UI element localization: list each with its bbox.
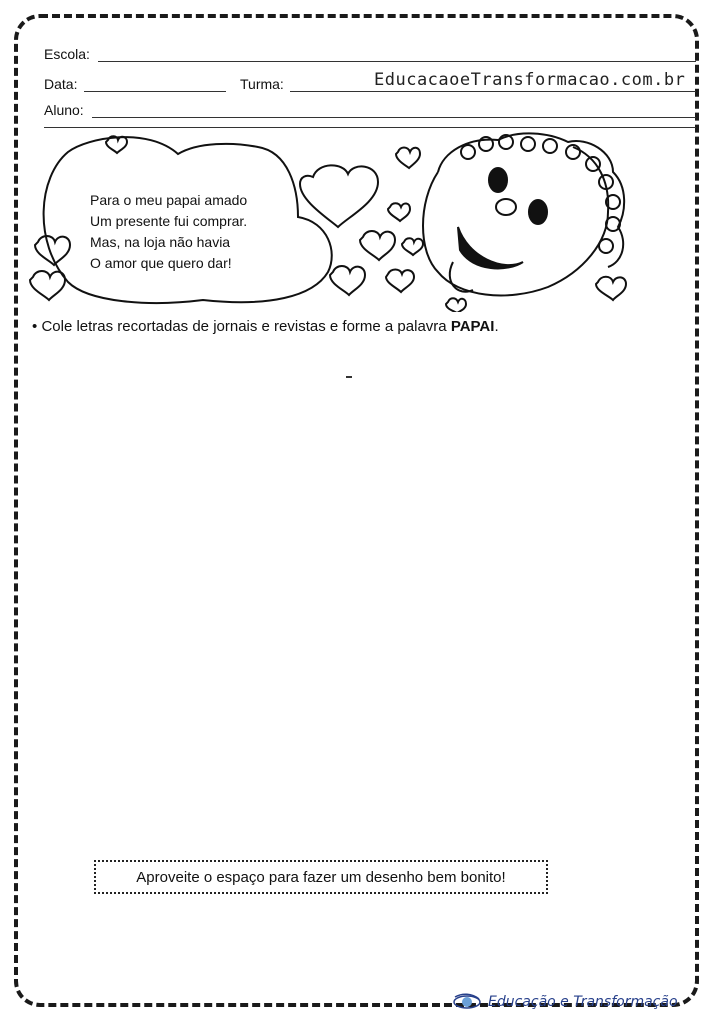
footer-brand-text: Educação e Transformação [488,994,678,1010]
heart-icon [300,165,378,227]
header-divider [44,127,696,128]
heart-icon [360,231,395,260]
class-label: Turma: [240,76,284,92]
poem-line: Mas, na loja não havia [90,234,231,250]
heart-icon [106,136,127,153]
school-label: Escola: [44,46,90,62]
drawing-prompt: Aproveite o espaço para fazer um desenho bem bonito! [136,868,506,886]
heart-icon [388,203,410,221]
heart-icon [596,277,626,300]
heart-icon [396,148,420,169]
boy-face-icon [423,147,608,295]
stray-mark [346,376,352,378]
school-field[interactable] [98,61,696,62]
heart-icon [446,298,466,312]
poem [90,190,247,274]
poem-line: Um presente fui comprar. [90,213,248,229]
drawing-prompt-box [94,860,548,894]
site-url: EducacaoeTransformacao.com.br [374,70,686,90]
heart-icon [330,266,365,295]
activity-instruction [32,318,499,335]
poem-line: O amor que quero dar! [90,255,232,271]
poem-line: Para o meu papai amado [90,192,248,208]
heart-icon [30,271,65,300]
instruction-bullet: • [32,318,38,335]
globe-swirl-icon [452,991,482,1013]
class-field[interactable] [290,91,696,92]
date-class-row [44,70,696,96]
heart-icon [386,270,414,293]
date-field[interactable] [84,91,226,92]
student-label: Aluno: [44,102,84,118]
instruction-text: Cole letras recortadas de jornais e revistas e forme a palavra [41,318,447,335]
student-row [44,102,696,122]
instruction-highlight: PAPAI [450,318,495,335]
heart-icon [35,236,70,265]
student-field[interactable] [92,117,696,118]
instruction-period: . [494,318,499,335]
date-label: Data: [44,76,78,92]
heart-icon [402,238,423,255]
school-row [44,46,696,66]
footer-brand [452,988,678,1016]
